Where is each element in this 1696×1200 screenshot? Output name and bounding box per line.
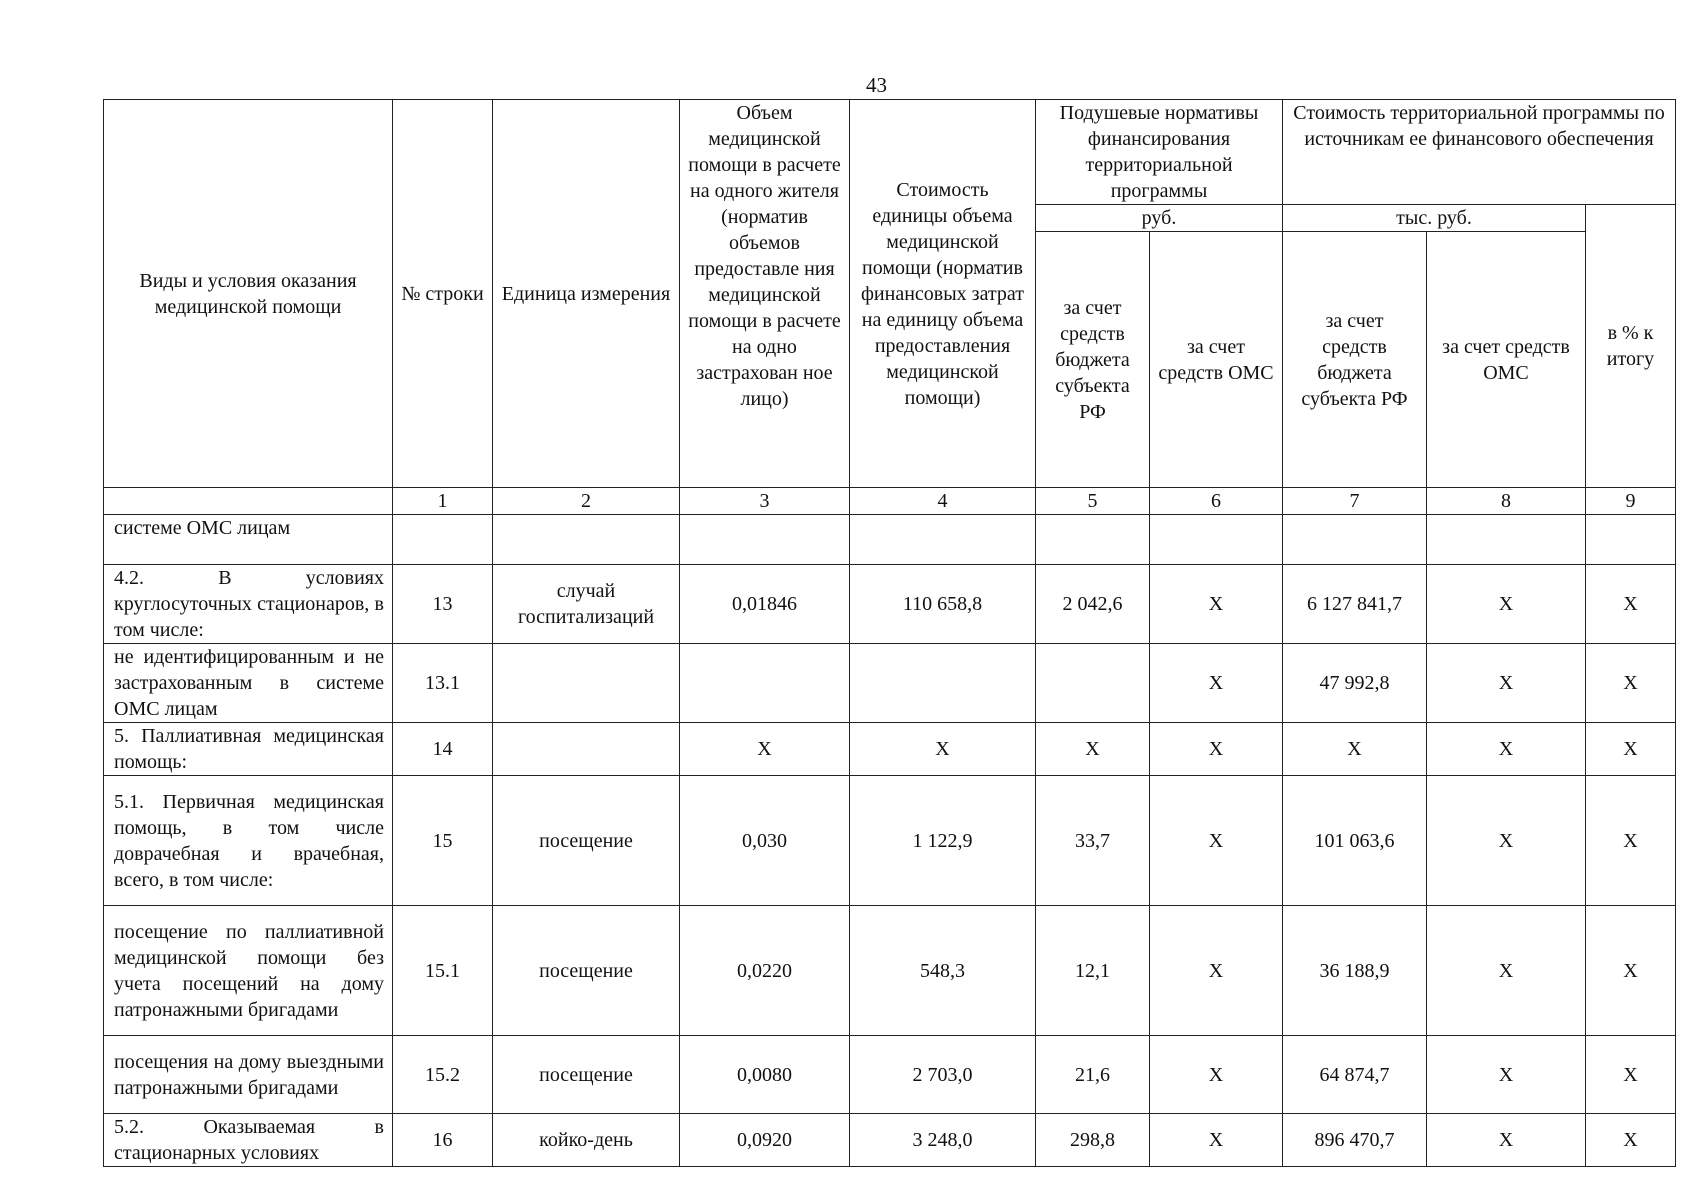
row-number: 14 [393, 723, 493, 776]
row-col6: Х [1150, 1114, 1283, 1167]
row-unit [493, 723, 680, 776]
header-col9-percent: в % к итогу [1586, 205, 1676, 488]
header-volume: Объем медицинской помощи в расчете на одного жителя (норматив объемов предоставле ния медицинской помощи в расчете на одно застрахован ное лицо) [680, 100, 850, 488]
row-col8 [1427, 515, 1586, 565]
header-row-number: № строки [393, 100, 493, 488]
row-unit-cost [850, 644, 1036, 723]
row-name: 5. Паллиативная медицинская помощь: [104, 723, 393, 776]
column-number [104, 488, 393, 515]
column-number: 9 [1586, 488, 1676, 515]
table-row [104, 723, 1676, 776]
row-number: 13.1 [393, 644, 493, 723]
header-col6-oms: за счет средств ОМС [1150, 232, 1283, 488]
row-unit: посещение [493, 1036, 680, 1114]
table-row [104, 1036, 1676, 1114]
table-row [104, 644, 1676, 723]
row-col7: 64 874,7 [1283, 1036, 1427, 1114]
row-col8: Х [1427, 1036, 1586, 1114]
row-col5: 12,1 [1036, 906, 1150, 1036]
row-col6 [1150, 515, 1283, 565]
row-col9: Х [1586, 644, 1676, 723]
column-numbers-row [104, 488, 1676, 515]
column-number: 2 [493, 488, 680, 515]
row-number: 15.1 [393, 906, 493, 1036]
row-volume: 0,030 [680, 776, 850, 906]
row-name: посещения на дому выездными патронажными бригадами [104, 1036, 393, 1114]
row-col5: 33,7 [1036, 776, 1150, 906]
row-number: 15.2 [393, 1036, 493, 1114]
row-name: посещение по паллиативной медицинской помощи без учета посещений на дому патронажными бригадами [104, 906, 393, 1036]
row-col5 [1036, 644, 1150, 723]
row-col7: 896 470,7 [1283, 1114, 1427, 1167]
row-volume [680, 644, 850, 723]
column-number: 7 [1283, 488, 1427, 515]
header-program-cost-group: Стоимость территориальной программы по источникам ее финансового обеспечения [1283, 100, 1676, 205]
table-row [104, 1114, 1676, 1167]
header-unit-cost: Стоимость единицы объема медицинской помощи (норматив финансовых затрат на единицу объема предоставления медицинской помощи) [850, 100, 1036, 488]
row-col7 [1283, 515, 1427, 565]
row-col6: Х [1150, 906, 1283, 1036]
row-unit: посещение [493, 776, 680, 906]
row-col6: Х [1150, 644, 1283, 723]
financing-table [103, 99, 1676, 1167]
header-unit-thousand-rub: тыс. руб. [1283, 205, 1586, 232]
row-unit-cost [850, 515, 1036, 565]
row-name: системе ОМС лицам [104, 515, 393, 565]
row-unit-cost: 2 703,0 [850, 1036, 1036, 1114]
row-unit-cost: 110 658,8 [850, 565, 1036, 644]
table-row [104, 515, 1676, 565]
row-col7: 36 188,9 [1283, 906, 1427, 1036]
row-col7: 101 063,6 [1283, 776, 1427, 906]
table-row [104, 776, 1676, 906]
row-number [393, 515, 493, 565]
row-unit [493, 644, 680, 723]
row-volume: 0,0920 [680, 1114, 850, 1167]
row-col5: 298,8 [1036, 1114, 1150, 1167]
column-number: 3 [680, 488, 850, 515]
header-per-capita-group: Подушевые нормативы финансирования территориальной программы [1036, 100, 1283, 205]
row-volume: 0,01846 [680, 565, 850, 644]
row-name: 5.1. Первичная медицинская помощь, в том числе доврачебная и врачебная, всего, в том числе: [104, 776, 393, 906]
row-col8: Х [1427, 776, 1586, 906]
row-col9: Х [1586, 776, 1676, 906]
page-number: 43 [866, 73, 887, 97]
row-col8: Х [1427, 723, 1586, 776]
row-volume [680, 515, 850, 565]
row-unit-cost: 3 248,0 [850, 1114, 1036, 1167]
row-number: 16 [393, 1114, 493, 1167]
row-number: 15 [393, 776, 493, 906]
header-kinds-of-care: Виды и условия оказания медицинской помощи [104, 100, 393, 488]
column-number: 1 [393, 488, 493, 515]
row-col8: Х [1427, 1114, 1586, 1167]
header-unit-rub: руб. [1036, 205, 1283, 232]
row-unit [493, 515, 680, 565]
row-col5: Х [1036, 723, 1150, 776]
row-volume: 0,0080 [680, 1036, 850, 1114]
row-col8: Х [1427, 906, 1586, 1036]
row-name: 4.2. В условиях круглосуточных стационаров, в том числе: [104, 565, 393, 644]
row-col5: 2 042,6 [1036, 565, 1150, 644]
header-col5-budget: за счет средств бюджета субъекта РФ [1036, 232, 1150, 488]
column-number: 6 [1150, 488, 1283, 515]
row-col7: 6 127 841,7 [1283, 565, 1427, 644]
header-unit: Единица измерения [493, 100, 680, 488]
row-col6: Х [1150, 1036, 1283, 1114]
table-row [104, 565, 1676, 644]
row-name: 5.2. Оказываемая в стационарных условиях [104, 1114, 393, 1167]
row-col9 [1586, 515, 1676, 565]
row-col8: Х [1427, 565, 1586, 644]
header-col7-budget: за счет средств бюджета субъекта РФ [1283, 232, 1427, 488]
row-unit-cost: Х [850, 723, 1036, 776]
row-col6: Х [1150, 565, 1283, 644]
row-volume: 0,0220 [680, 906, 850, 1036]
row-col7: 47 992,8 [1283, 644, 1427, 723]
header-col8-oms: за счет средств ОМС [1427, 232, 1586, 488]
row-number: 13 [393, 565, 493, 644]
row-name: не идентифицированным и не застрахованным в системе ОМС лицам [104, 644, 393, 723]
row-unit-cost: 1 122,9 [850, 776, 1036, 906]
column-number: 8 [1427, 488, 1586, 515]
row-unit: посещение [493, 906, 680, 1036]
row-unit: койко-день [493, 1114, 680, 1167]
row-col9: Х [1586, 723, 1676, 776]
row-unit: случай госпитализаций [493, 565, 680, 644]
row-volume: Х [680, 723, 850, 776]
column-number: 5 [1036, 488, 1150, 515]
row-col9: Х [1586, 906, 1676, 1036]
row-col6: Х [1150, 776, 1283, 906]
row-col7: Х [1283, 723, 1427, 776]
header-row [104, 100, 1676, 205]
row-unit-cost: 548,3 [850, 906, 1036, 1036]
column-number: 4 [850, 488, 1036, 515]
row-col8: Х [1427, 644, 1586, 723]
row-col9: Х [1586, 1036, 1676, 1114]
table-row [104, 906, 1676, 1036]
row-col9: Х [1586, 1114, 1676, 1167]
row-col5 [1036, 515, 1150, 565]
row-col9: Х [1586, 565, 1676, 644]
row-col6: Х [1150, 723, 1283, 776]
row-col5: 21,6 [1036, 1036, 1150, 1114]
